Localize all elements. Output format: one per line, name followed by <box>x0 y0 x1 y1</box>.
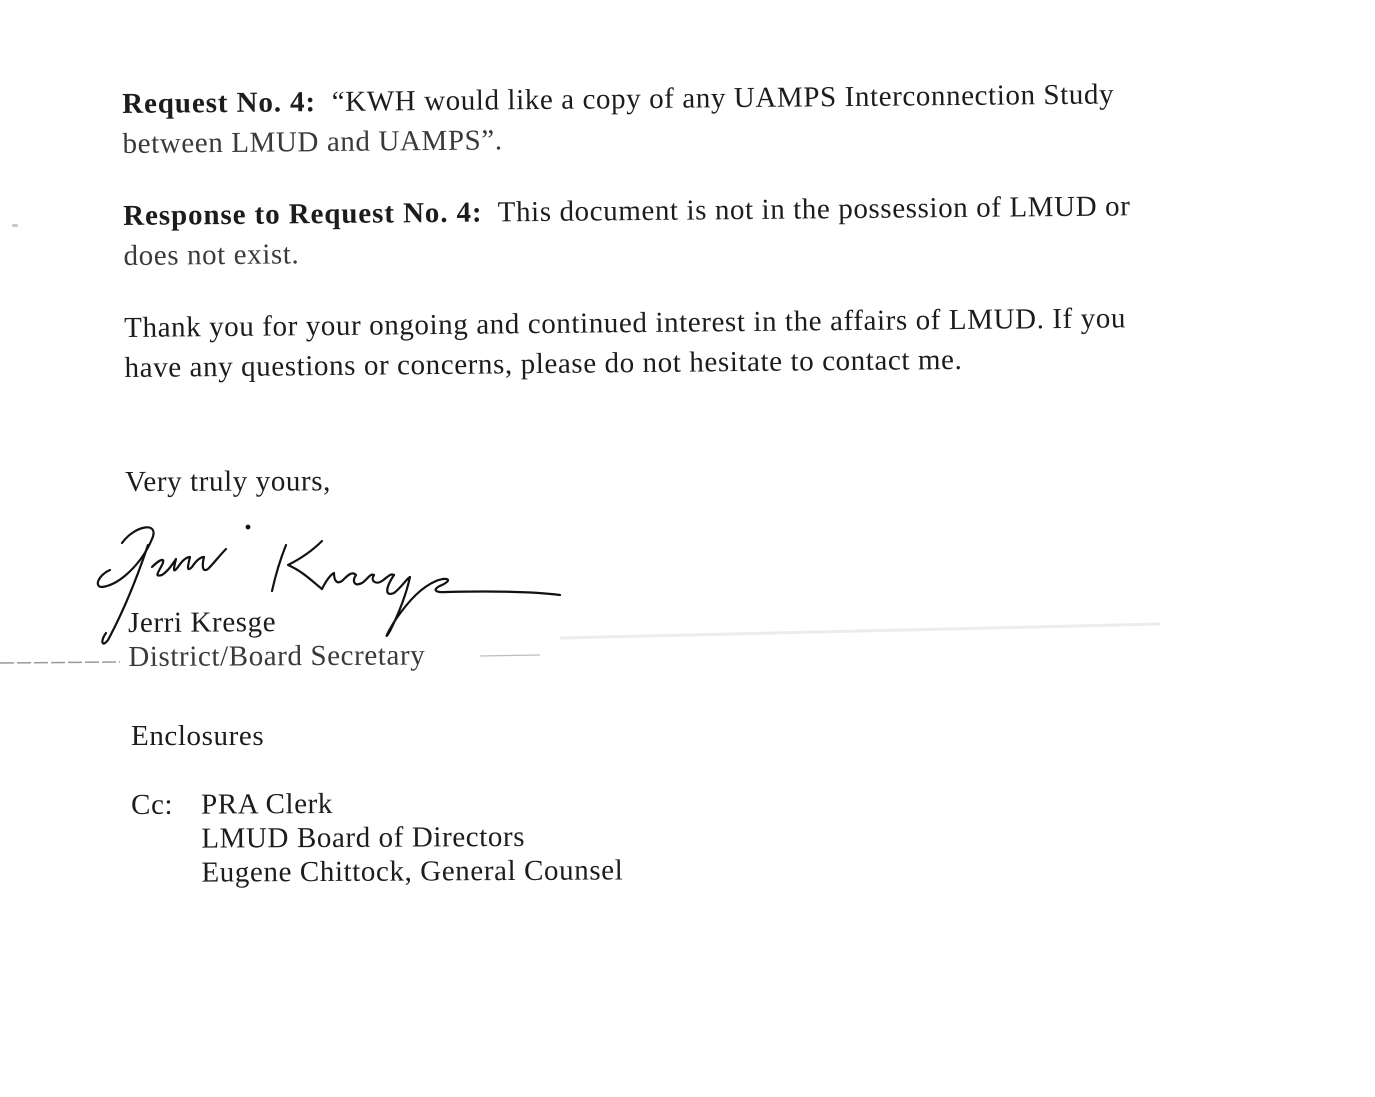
request-paragraph <box>122 74 1115 164</box>
cc-recipient: Eugene Chittock, General Counsel <box>201 854 624 889</box>
scan-speck <box>12 224 18 227</box>
cc-recipient: LMUD Board of Directors <box>201 820 526 855</box>
cc-recipient: PRA Clerk <box>201 787 334 821</box>
request-label: Request No. 4: <box>122 86 317 120</box>
enclosures-note: Enclosures <box>131 720 265 752</box>
request-text-line-1: “KWH would like a copy of any UAMPS Interconnection Study <box>331 78 1115 118</box>
cc-recipients <box>201 785 623 889</box>
request-text-line-2: between LMUD and UAMPS”. <box>122 124 503 160</box>
signer-block <box>128 604 425 674</box>
response-text-line-1: This document is not in the possession of LMUD or <box>497 190 1131 229</box>
cc-label: Cc: <box>131 788 174 821</box>
signer-name: Jerri Kresge <box>128 606 277 639</box>
signer-title: District/Board Secretary <box>128 639 426 673</box>
thanks-line-1: Thank you for your ongoing and continued interest in the affairs of LMUD. If you <box>124 302 1127 344</box>
thanks-line-2: have any questions or concerns, please do not hesitate to contact me. <box>124 343 963 384</box>
response-paragraph <box>123 186 1131 276</box>
thanks-paragraph <box>124 298 1127 388</box>
response-text-line-2: does not exist. <box>123 238 300 272</box>
closing: Very truly yours, <box>125 465 332 498</box>
response-label: Response to Request No. 4: <box>123 196 483 232</box>
